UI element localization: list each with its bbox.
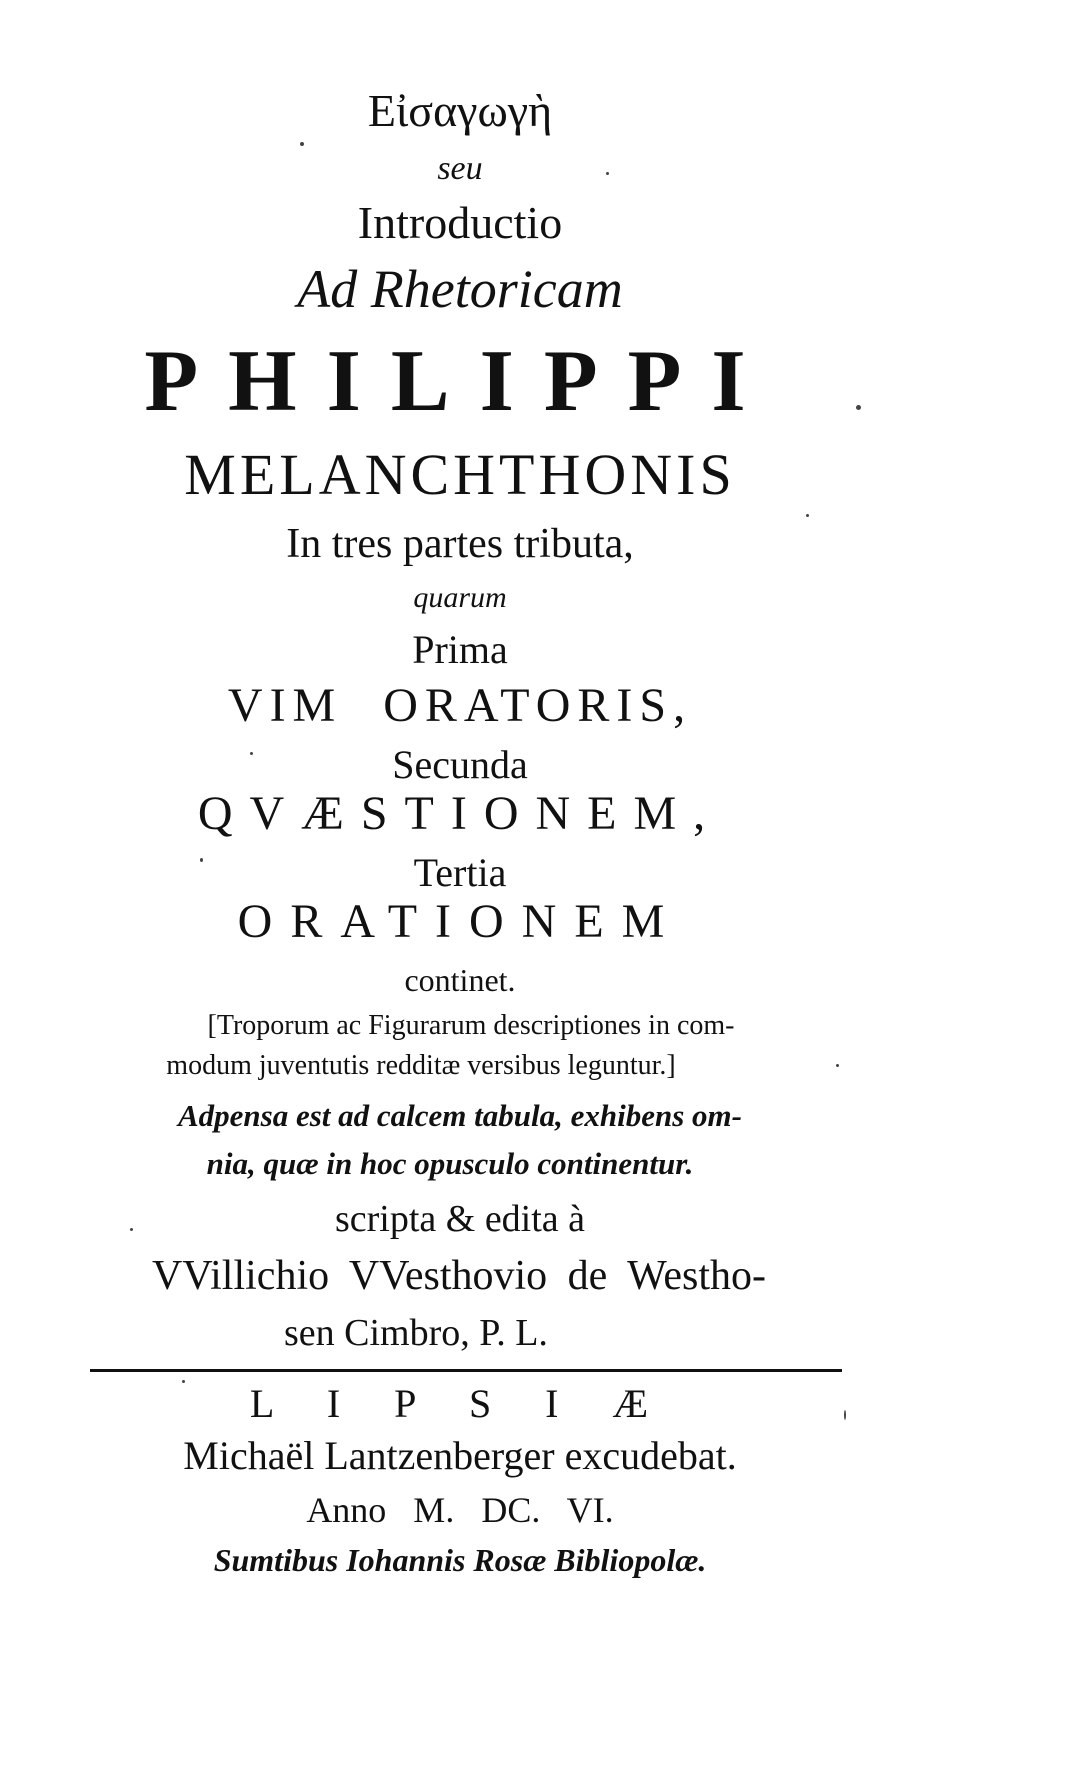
print-speck xyxy=(844,1410,846,1420)
author-line-1: VVillichio VVesthovio de Westho- xyxy=(151,1253,766,1299)
tertia-line: Tertia xyxy=(413,850,507,895)
appendix-note-line-1: Adpensa est ad calcem tabula, exhibens om- xyxy=(177,1098,742,1133)
imprint-bookseller: Sumtibus Iohannis Rosæ Bibliopolæ. xyxy=(213,1542,707,1578)
continet-line: continet. xyxy=(404,962,516,998)
print-speck xyxy=(856,405,861,410)
introductio-line: Introductio xyxy=(357,197,563,248)
appendix-note-line-2: nia, quæ in hoc opusculo continentur. xyxy=(206,1146,694,1181)
quaestionem-line: QVÆSTIONEM, xyxy=(197,787,723,840)
vim-oratoris-line: VIM ORATORIS, xyxy=(227,679,693,732)
print-speck xyxy=(130,1228,133,1231)
divider-rule xyxy=(90,1369,842,1372)
author-surname: MELANCHTHONIS xyxy=(184,442,736,507)
seu-line: seu xyxy=(437,150,483,187)
print-speck xyxy=(200,858,203,862)
author-line-2: sen Cimbro, P. L. xyxy=(284,1312,548,1354)
print-speck xyxy=(806,514,809,517)
greek-title: Εἰσαγωγὴ xyxy=(367,85,553,136)
print-speck xyxy=(182,1380,185,1383)
print-speck xyxy=(606,172,609,175)
quarum-line: quarum xyxy=(413,581,507,614)
author-first-name: PHILIPPI xyxy=(144,333,776,430)
scripta-line: scripta & edita à xyxy=(334,1198,586,1240)
tropes-note-line-2: modum juventutis redditæ versibus leguntur.] xyxy=(166,1050,676,1081)
orationem-line: ORATIONEM xyxy=(237,895,683,948)
imprint-year: Anno M. DC. VI. xyxy=(306,1490,614,1530)
imprint-city: L I P S I Æ xyxy=(249,1381,671,1426)
secunda-line: Secunda xyxy=(392,742,528,787)
print-speck xyxy=(250,752,253,755)
ad-rhetoricam-line: Ad Rhetoricam xyxy=(297,259,623,319)
print-speck xyxy=(300,142,304,146)
imprint-printer: Michaël Lantzenberger excudebat. xyxy=(183,1433,737,1478)
prima-line: Prima xyxy=(412,627,508,672)
in-tres-partes-line: In tres partes tributa, xyxy=(286,521,634,567)
tropes-note-line-1: [Troporum ac Figurarum descriptiones in com- xyxy=(207,1010,735,1041)
print-speck xyxy=(836,1064,839,1067)
